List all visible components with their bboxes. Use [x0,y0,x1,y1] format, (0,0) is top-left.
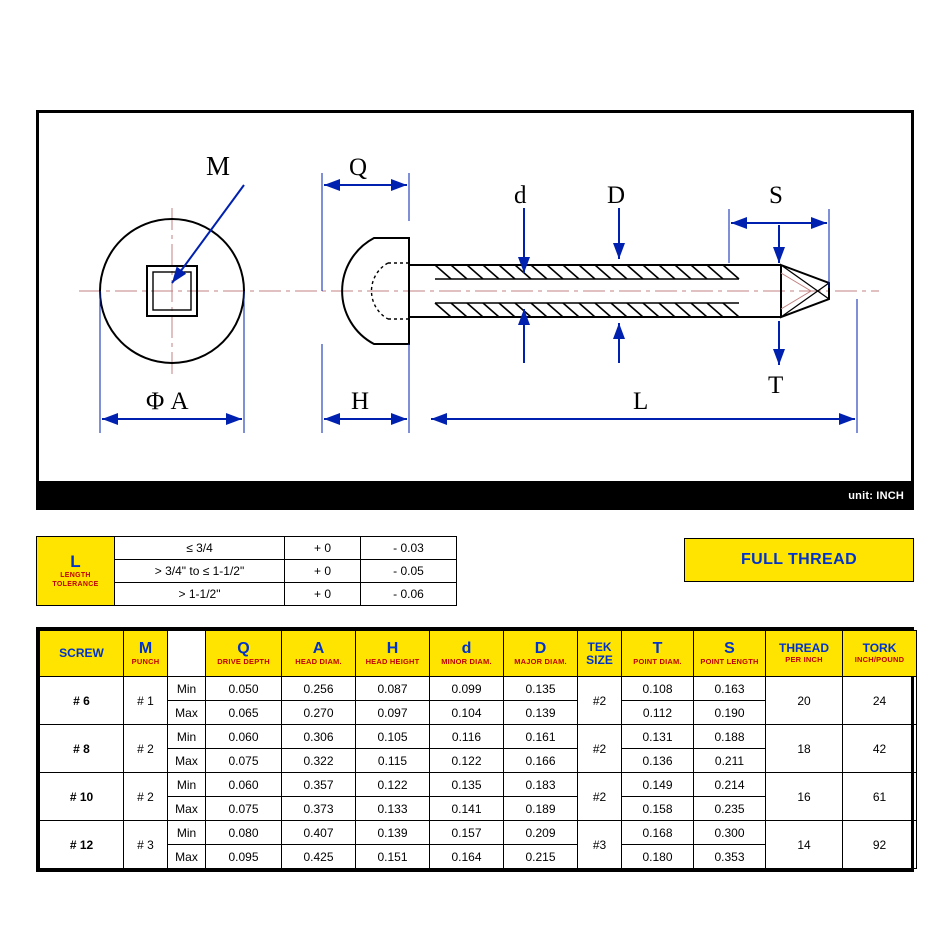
cell-screw: # 10 [40,773,124,821]
cell-thread: 14 [766,821,843,869]
header-sub: PUNCH [131,657,160,666]
specification-table [36,627,914,872]
header-thread [766,631,843,677]
cell-screw: # 8 [40,725,124,773]
callout-S: S [769,182,783,209]
cell-q: 0.060 [206,725,282,749]
table-row [40,821,917,845]
cell-d-major: 0.189 [504,797,578,821]
callout-T: T [768,372,784,399]
callout-Q: Q [349,154,368,181]
cell-t: 0.168 [622,821,694,845]
tolerance-minus: - 0.05 [361,560,457,583]
full-thread-label: FULL THREAD [740,551,858,568]
tolerance-range: > 1-1/2" [115,583,285,606]
header-tek-size [578,631,622,677]
length-tolerance-table [36,536,457,606]
cell-a: 0.373 [282,797,356,821]
cell-h: 0.133 [356,797,430,821]
header-d-major [504,631,578,677]
callout-L: L [633,388,649,415]
cell-tek: #2 [578,773,622,821]
header-title: S [724,640,735,657]
cell-s: 0.211 [694,749,766,773]
cell-a: 0.425 [282,845,356,869]
cell-min-label: Min [168,821,206,845]
cell-s: 0.190 [694,701,766,725]
cell-d-major: 0.183 [504,773,578,797]
cell-t: 0.112 [622,701,694,725]
cell-d-major: 0.166 [504,749,578,773]
cell-min-label: Min [168,773,206,797]
header-sub: HEAD DIAM. [295,657,342,666]
cell-m: # 2 [124,773,168,821]
cell-thread: 20 [766,677,843,725]
cell-tek: #2 [578,725,622,773]
cell-q: 0.060 [206,773,282,797]
callout-d: d [514,182,527,209]
cell-d-major: 0.215 [504,845,578,869]
cell-max-label: Max [168,749,206,773]
cell-s: 0.235 [694,797,766,821]
cell-d-minor: 0.157 [430,821,504,845]
table-row [40,773,917,797]
callout-phi-A: Φ A [146,388,189,415]
cell-d-minor: 0.141 [430,797,504,821]
cell-d-minor: 0.135 [430,773,504,797]
header-s [694,631,766,677]
cell-q: 0.050 [206,677,282,701]
header-t [622,631,694,677]
cell-d-minor: 0.122 [430,749,504,773]
cell-h: 0.122 [356,773,430,797]
cell-a: 0.322 [282,749,356,773]
header-minmax-blank [168,631,206,677]
cell-t: 0.149 [622,773,694,797]
cell-d-minor: 0.164 [430,845,504,869]
cell-screw: # 6 [40,677,124,725]
header-sub: PER INCH [785,655,823,664]
header-title: H [386,640,399,657]
cell-t: 0.131 [622,725,694,749]
cell-h: 0.097 [356,701,430,725]
cell-m: # 1 [124,677,168,725]
cell-m: # 2 [124,725,168,773]
cell-m: # 3 [124,821,168,869]
header-title: Q [237,640,250,657]
technical-drawing-panel [36,110,914,510]
tolerance-title: L [70,552,81,571]
tolerance-plus: + 0 [285,537,361,560]
cell-q: 0.075 [206,797,282,821]
cell-d-minor: 0.116 [430,725,504,749]
cell-tork: 24 [843,677,917,725]
cell-s: 0.353 [694,845,766,869]
header-tork [843,631,917,677]
cell-min-label: Min [168,725,206,749]
callout-D: D [607,182,626,209]
cell-s: 0.188 [694,725,766,749]
cell-max-label: Max [168,701,206,725]
cell-thread: 18 [766,725,843,773]
cell-s: 0.300 [694,821,766,845]
tolerance-range: ≤ 3/4 [115,537,285,560]
cell-d-major: 0.209 [504,821,578,845]
tolerance-subtitle-1: LENGTH [60,572,91,579]
header-screw [40,631,124,677]
header-h [356,631,430,677]
callout-M: M [206,151,231,181]
cell-tek: #2 [578,677,622,725]
header-sub: INCH/POUND [854,655,905,664]
header-m [124,631,168,677]
header-title: TORK [862,641,897,655]
cell-a: 0.306 [282,725,356,749]
table-header-row [40,631,917,677]
header-a [282,631,356,677]
cell-t: 0.108 [622,677,694,701]
table-row [40,725,917,749]
header-d-minor [430,631,504,677]
screw-drawing [39,113,911,507]
cell-t: 0.158 [622,797,694,821]
cell-s: 0.214 [694,773,766,797]
cell-h: 0.087 [356,677,430,701]
table-row [40,677,917,701]
cell-h: 0.139 [356,821,430,845]
cell-q: 0.065 [206,701,282,725]
tolerance-subtitle-2: TOLERANCE [52,581,99,588]
table-row [37,537,457,560]
cell-tek: #3 [578,821,622,869]
cell-a: 0.270 [282,701,356,725]
cell-tork: 92 [843,821,917,869]
unit-bar [36,481,914,510]
cell-a: 0.256 [282,677,356,701]
cell-d-major: 0.139 [504,701,578,725]
unit-label: unit: INCH [848,489,904,502]
cell-a: 0.357 [282,773,356,797]
header-title: M [138,640,153,657]
tolerance-minus: - 0.03 [361,537,457,560]
cell-a: 0.407 [282,821,356,845]
cell-t: 0.180 [622,845,694,869]
header-q [206,631,282,677]
header-sub: MAJOR DIAM. [514,657,567,666]
cell-t: 0.136 [622,749,694,773]
cell-s: 0.163 [694,677,766,701]
header-sub: HEAD HEIGHT [365,657,420,666]
cell-min-label: Min [168,677,206,701]
header-sub: POINT DIAM. [633,657,682,666]
full-thread-badge [684,538,914,582]
cell-thread: 16 [766,773,843,821]
header-title: TEK SIZE [586,639,613,667]
cell-h: 0.105 [356,725,430,749]
tolerance-plus: + 0 [285,560,361,583]
header-title: D [534,640,547,657]
header-title: d [461,640,472,657]
cell-max-label: Max [168,797,206,821]
tolerance-range: > 3/4" to ≤ 1-1/2" [115,560,285,583]
cell-screw: # 12 [40,821,124,869]
header-title: A [312,640,325,657]
cell-q: 0.095 [206,845,282,869]
tolerance-plus: + 0 [285,583,361,606]
cell-d-major: 0.161 [504,725,578,749]
tolerance-title-cell [37,537,115,606]
cell-tork: 61 [843,773,917,821]
header-sub: POINT LENGTH [700,657,759,666]
header-title: T [652,640,663,657]
cell-d-major: 0.135 [504,677,578,701]
header-title: THREAD [779,641,829,655]
cell-tork: 42 [843,725,917,773]
cell-h: 0.115 [356,749,430,773]
tolerance-minus: - 0.06 [361,583,457,606]
cell-d-minor: 0.104 [430,701,504,725]
cell-q: 0.080 [206,821,282,845]
header-title: SCREW [59,646,104,660]
callout-H: H [351,388,370,415]
header-sub: MINOR DIAM. [441,657,492,666]
cell-max-label: Max [168,845,206,869]
cell-q: 0.075 [206,749,282,773]
cell-h: 0.151 [356,845,430,869]
header-sub: DRIVE DEPTH [217,657,270,666]
cell-d-minor: 0.099 [430,677,504,701]
